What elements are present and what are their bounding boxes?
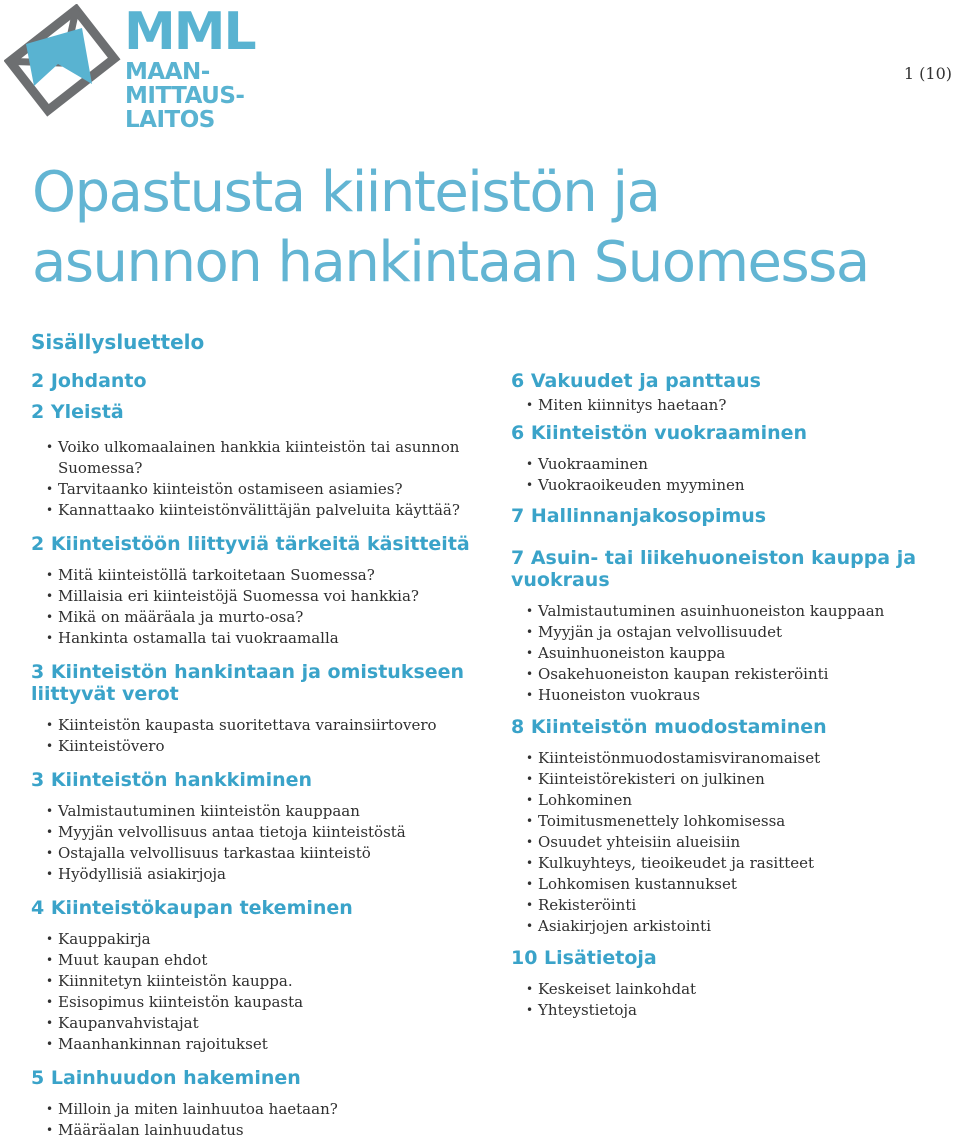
toc-list-item: • Vuokraaminen	[511, 454, 951, 475]
toc-section-heading: 6 Vakuudet ja panttaus	[511, 370, 761, 392]
toc-list-item: • Kiinteistövero	[31, 736, 481, 757]
toc-list-item: • Määräalan lainhuudatus	[31, 1120, 481, 1141]
toc-section-heading: 2 Yleistä	[31, 401, 124, 423]
toc-list-item: • Keskeiset lainkohdat	[511, 979, 951, 1000]
toc-list-item: • Milloin ja miten lainhuutoa haetaan?	[31, 1099, 481, 1120]
toc-list-item: • Asiakirjojen arkistointi	[511, 916, 951, 937]
toc-list	[511, 748, 951, 937]
toc-list	[511, 454, 951, 496]
toc-list-item: • Kauppakirja	[31, 929, 481, 950]
toc-section-heading: 7 Hallinnanjakosopimus	[511, 505, 767, 527]
toc-list	[511, 601, 951, 706]
toc-list-item: • Tarvitaanko kiinteistön ostamiseen asiamies?	[31, 479, 481, 500]
toc-list-item: • Osuudet yhteisiin alueisiin	[511, 832, 951, 853]
toc-list-item: • Myyjän ja ostajan velvollisuudet	[511, 622, 951, 643]
toc-list-item: • Toimitusmenettely lohkomisessa	[511, 811, 951, 832]
logo-line: MITTAUS-	[125, 83, 245, 109]
toc-list	[31, 565, 481, 649]
toc-right-column	[511, 370, 951, 1021]
logo-abbreviation: MML	[124, 2, 255, 62]
toc-section-heading: 8 Kiinteistön muodostaminen	[511, 716, 827, 738]
toc-heading: Sisällysluettelo	[31, 330, 205, 354]
logo-emblem-icon	[4, 4, 124, 119]
toc-list-item: • Myyjän velvollisuus antaa tietoja kiinteistöstä	[31, 822, 481, 843]
toc-section-heading: 6 Kiinteistön vuokraaminen	[511, 422, 808, 444]
toc-section-heading: 2 Kiinteistöön liittyviä tärkeitä käsitteitä	[31, 533, 470, 555]
toc-list-item: • Muut kaupan ehdot	[31, 950, 481, 971]
toc-list-item: • Huoneiston vuokraus	[511, 685, 951, 706]
page-number: 1 (10)	[903, 64, 952, 83]
toc-list-item: • Mitä kiinteistöllä tarkoitetaan Suomessa?	[31, 565, 481, 586]
toc-list-item: • Hankinta ostamalla tai vuokraamalla	[31, 628, 481, 649]
toc-section-heading: 3 Kiinteistön hankintaan ja omistukseen liittyvät verot	[31, 661, 465, 705]
toc-list	[31, 715, 481, 757]
toc-list-item: • Kannattaako kiinteistönvälittäjän palveluita käyttää?	[31, 500, 481, 521]
toc-list-item: • Lohkominen	[511, 790, 951, 811]
toc-list-item: • Miten kiinnitys haetaan?	[511, 395, 951, 416]
toc-section-heading: 7 Asuin- tai liikehuoneiston kauppa ja vuokraus	[511, 547, 917, 591]
toc-list-item: • Kiinnitetyn kiinteistön kauppa.	[31, 971, 481, 992]
toc-list-item: • Lohkomisen kustannukset	[511, 874, 951, 895]
toc-list-item: • Rekisteröinti	[511, 895, 951, 916]
toc-list-item: • Kaupanvahvistajat	[31, 1013, 481, 1034]
toc-list	[31, 437, 481, 521]
toc-list-item: • Kiinteistönmuodostamisviranomaiset	[511, 748, 951, 769]
toc-list	[31, 801, 481, 885]
toc-list	[31, 1099, 481, 1141]
toc-list-item: • Kulkuyhteys, tieoikeudet ja rasitteet	[511, 853, 951, 874]
toc-list	[511, 979, 951, 1021]
toc-list-item: • Kiinteistörekisteri on julkinen	[511, 769, 951, 790]
toc-section-heading: 4 Kiinteistökaupan tekeminen	[31, 897, 353, 919]
toc-section-heading: 2 Johdanto	[31, 370, 147, 392]
toc-list-item: • Osakehuoneiston kaupan rekisteröinti	[511, 664, 951, 685]
title-line: asunnon hankintaan Suomessa	[32, 230, 869, 295]
toc-list-item: • Asuinhuoneiston kauppa	[511, 643, 951, 664]
toc-list-item: • Voiko ulkomaalainen hankkia kiinteistön tai asunnon Suomessa?	[31, 437, 481, 479]
logo-line: MAAN-	[125, 59, 210, 85]
title-line: Opastusta kiinteistön ja	[32, 160, 660, 225]
logo-wordmark	[125, 60, 265, 132]
toc-list-item: • Millaisia eri kiinteistöjä Suomessa voi hankkia?	[31, 586, 481, 607]
toc-list-item: • Yhteystietoja	[511, 1000, 951, 1021]
page-title	[32, 158, 960, 298]
toc-list-item: • Kiinteistön kaupasta suoritettava varainsiirtovero	[31, 715, 481, 736]
toc-list-item: • Hyödyllisiä asiakirjoja	[31, 864, 481, 885]
toc-left-column	[31, 370, 481, 1141]
toc-section-heading: 5 Lainhuudon hakeminen	[31, 1067, 301, 1089]
toc-list-item: • Esisopimus kiinteistön kaupasta	[31, 992, 481, 1013]
toc-list-item: • Ostajalla velvollisuus tarkastaa kiinteistö	[31, 843, 481, 864]
toc-list	[31, 929, 481, 1055]
mml-logo	[4, 4, 254, 139]
toc-list-item: • Maanhankinnan rajoitukset	[31, 1034, 481, 1055]
logo-line: LAITOS	[125, 107, 215, 133]
toc-list-item: • Valmistautuminen kiinteistön kauppaan	[31, 801, 481, 822]
toc-list-item: • Mikä on määräala ja murto-osa?	[31, 607, 481, 628]
toc-list	[511, 395, 951, 416]
toc-section-heading: 3 Kiinteistön hankkiminen	[31, 769, 313, 791]
toc-list-item: • Vuokraoikeuden myyminen	[511, 475, 951, 496]
toc-list-item: • Valmistautuminen asuinhuoneiston kauppaan	[511, 601, 951, 622]
toc-section-heading: 10 Lisätietoja	[511, 947, 657, 969]
